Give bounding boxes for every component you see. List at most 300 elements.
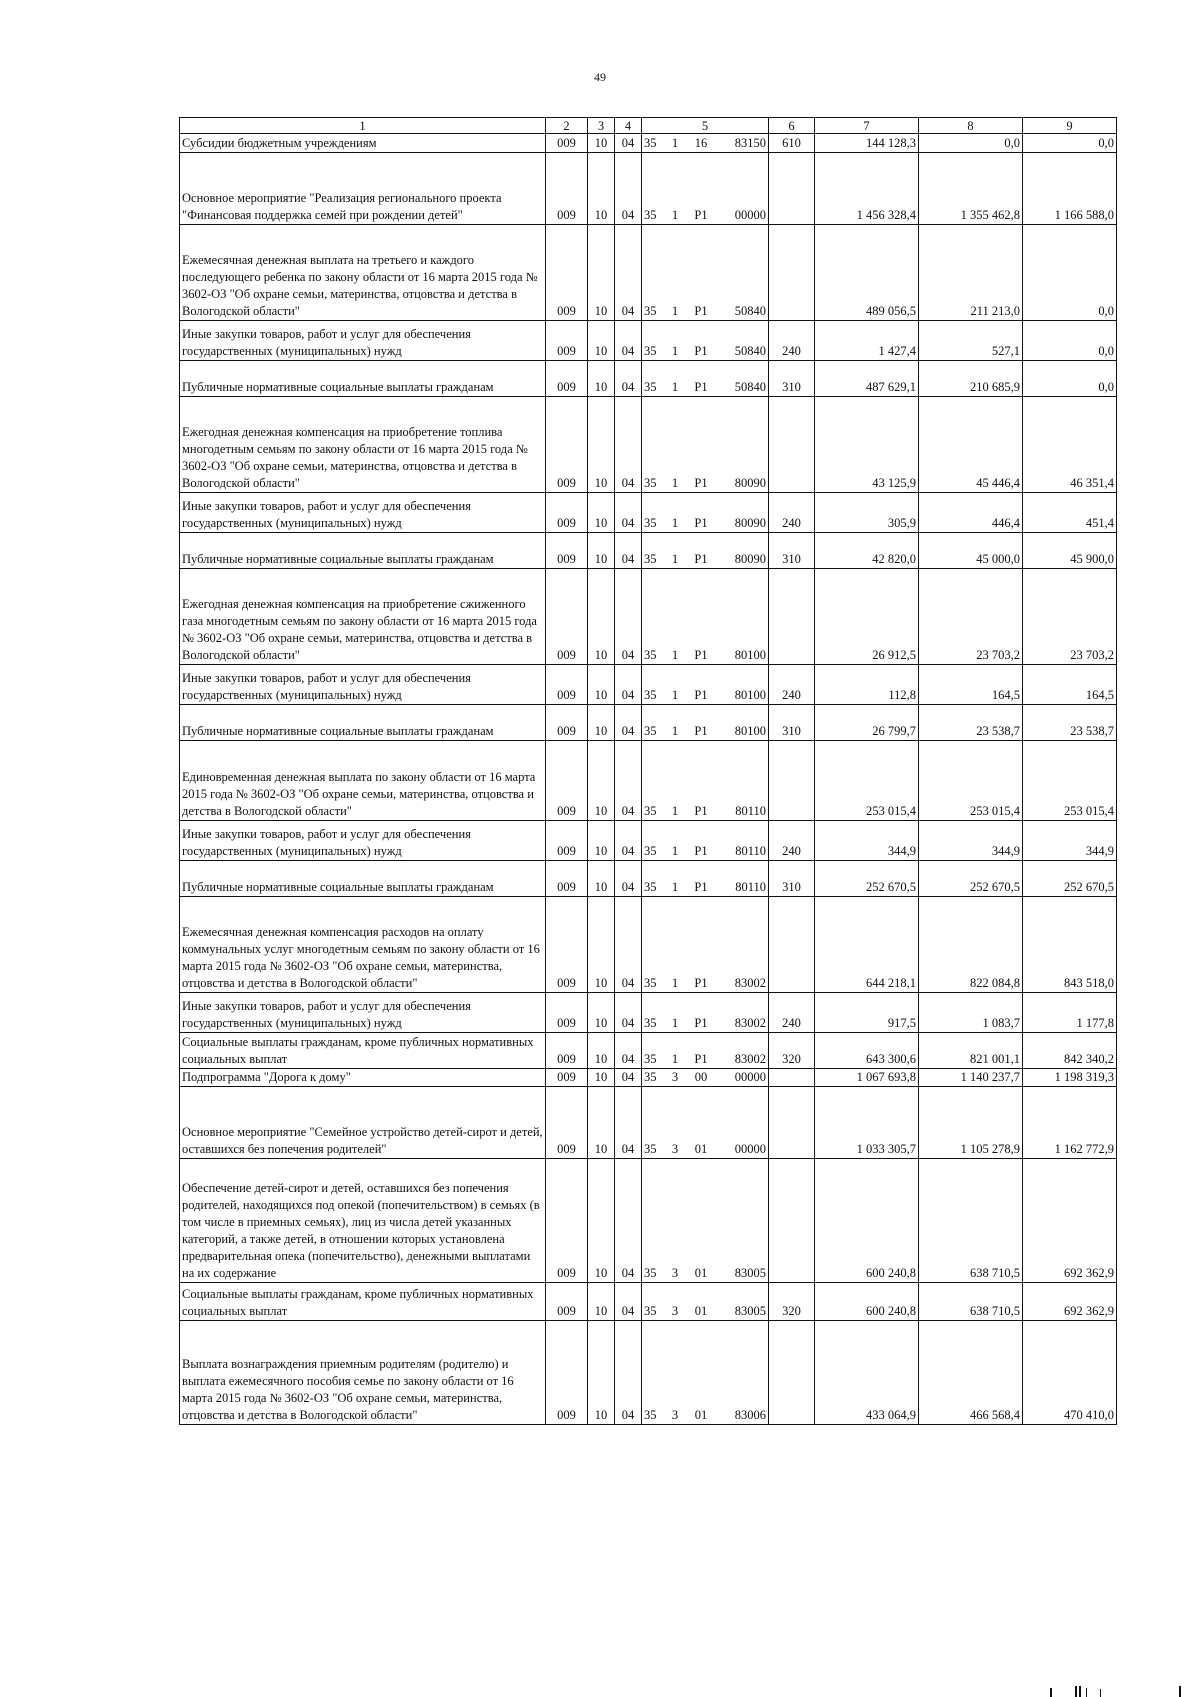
subprogram-code: 1 bbox=[671, 648, 679, 662]
cell-amount-year2: 1 083,7 bbox=[919, 993, 1023, 1033]
event-code: P1 bbox=[694, 1016, 708, 1030]
cell-section: 10 bbox=[588, 861, 615, 897]
cell-amount-year1: 344,9 bbox=[815, 821, 919, 861]
table-row bbox=[180, 533, 1117, 569]
cell-subsection: 04 bbox=[615, 665, 642, 705]
direction-code: 80100 bbox=[734, 688, 766, 702]
cell-amount-year3: 0,0 bbox=[1023, 321, 1117, 361]
cell-amount-year3: 1 177,8 bbox=[1023, 993, 1117, 1033]
cell-target-article bbox=[642, 397, 769, 493]
direction-code: 83006 bbox=[734, 1408, 766, 1422]
table-row bbox=[180, 821, 1117, 861]
program-code: 35 bbox=[644, 1408, 657, 1422]
cell-section: 10 bbox=[588, 1033, 615, 1069]
cell-amount-year2: 210 685,9 bbox=[919, 361, 1023, 397]
cell-expense-type: 310 bbox=[769, 533, 815, 569]
subprogram-code: 1 bbox=[671, 844, 679, 858]
cell-ministry: 009 bbox=[546, 361, 588, 397]
target-article-code bbox=[644, 515, 766, 532]
cell-ministry: 009 bbox=[546, 533, 588, 569]
cell-subsection: 04 bbox=[615, 993, 642, 1033]
cell-section: 10 bbox=[588, 225, 615, 321]
cell-ministry: 009 bbox=[546, 397, 588, 493]
event-code: 01 bbox=[694, 1304, 708, 1318]
cell-ministry: 009 bbox=[546, 1159, 588, 1283]
cell-subsection: 04 bbox=[615, 821, 642, 861]
event-code: P1 bbox=[694, 804, 708, 818]
cell-expense-type: 320 bbox=[769, 1283, 815, 1321]
cell-amount-year1: 112,8 bbox=[815, 665, 919, 705]
target-article-code bbox=[644, 803, 766, 820]
cell-amount-year3: 0,0 bbox=[1023, 361, 1117, 397]
cell-target-article bbox=[642, 321, 769, 361]
cell-ministry: 009 bbox=[546, 1069, 588, 1087]
target-article-code bbox=[644, 135, 766, 152]
cell-ministry: 009 bbox=[546, 134, 588, 153]
target-article-code bbox=[644, 1265, 766, 1282]
cell-amount-year2: 45 000,0 bbox=[919, 533, 1023, 569]
program-code: 35 bbox=[644, 1142, 657, 1156]
row-name: Иные закупки товаров, работ и услуг для обеспечения государственных (муниципальных) нужд bbox=[180, 821, 546, 861]
table-row bbox=[180, 897, 1117, 993]
target-article-code bbox=[644, 687, 766, 704]
cell-target-article bbox=[642, 1033, 769, 1069]
target-article-code bbox=[644, 379, 766, 396]
program-code: 35 bbox=[644, 1266, 657, 1280]
target-article-code bbox=[644, 879, 766, 896]
target-article-code bbox=[644, 475, 766, 492]
cell-amount-year3: 842 340,2 bbox=[1023, 1033, 1117, 1069]
cell-amount-year3: 1 162 772,9 bbox=[1023, 1087, 1117, 1159]
cell-amount-year1: 433 064,9 bbox=[815, 1321, 919, 1425]
cell-ministry: 009 bbox=[546, 1087, 588, 1159]
cell-expense-type: 310 bbox=[769, 705, 815, 741]
cell-subsection: 04 bbox=[615, 1283, 642, 1321]
row-name: Субсидии бюджетным учреждениям bbox=[180, 134, 546, 153]
program-code: 35 bbox=[644, 344, 657, 358]
subprogram-code: 3 bbox=[671, 1266, 679, 1280]
table-row bbox=[180, 665, 1117, 705]
cell-amount-year3: 344,9 bbox=[1023, 821, 1117, 861]
cell-subsection: 04 bbox=[615, 321, 642, 361]
program-code: 35 bbox=[644, 136, 657, 150]
cell-target-article bbox=[642, 821, 769, 861]
cell-amount-year1: 144 128,3 bbox=[815, 134, 919, 153]
subprogram-code: 1 bbox=[671, 1016, 679, 1030]
target-article-code bbox=[644, 723, 766, 740]
direction-code: 80090 bbox=[734, 516, 766, 530]
scan-mark bbox=[1100, 1689, 1101, 1697]
cell-target-article bbox=[642, 897, 769, 993]
event-code: 01 bbox=[694, 1266, 708, 1280]
row-name: Подпрограмма "Дорога к дому" bbox=[180, 1069, 546, 1087]
subprogram-code: 1 bbox=[671, 208, 679, 222]
cell-expense-type bbox=[769, 1159, 815, 1283]
cell-amount-year2: 1 140 237,7 bbox=[919, 1069, 1023, 1087]
target-article-code bbox=[644, 1015, 766, 1032]
program-code: 35 bbox=[644, 804, 657, 818]
subprogram-code: 1 bbox=[671, 688, 679, 702]
cell-expense-type: 240 bbox=[769, 665, 815, 705]
cell-amount-year1: 305,9 bbox=[815, 493, 919, 533]
cell-amount-year3: 252 670,5 bbox=[1023, 861, 1117, 897]
cell-amount-year1: 43 125,9 bbox=[815, 397, 919, 493]
cell-amount-year3: 0,0 bbox=[1023, 134, 1117, 153]
cell-subsection: 04 bbox=[615, 897, 642, 993]
target-article-code bbox=[644, 1051, 766, 1068]
cell-section: 10 bbox=[588, 1321, 615, 1425]
cell-target-article bbox=[642, 665, 769, 705]
cell-section: 10 bbox=[588, 993, 615, 1033]
cell-amount-year1: 252 670,5 bbox=[815, 861, 919, 897]
cell-ministry: 009 bbox=[546, 321, 588, 361]
target-article-code bbox=[644, 647, 766, 664]
table-row bbox=[180, 741, 1117, 821]
subprogram-code: 3 bbox=[671, 1304, 679, 1318]
table-row bbox=[180, 134, 1117, 153]
subprogram-code: 1 bbox=[671, 724, 679, 738]
cell-section: 10 bbox=[588, 665, 615, 705]
cell-ministry: 009 bbox=[546, 705, 588, 741]
cell-amount-year3: 23 538,7 bbox=[1023, 705, 1117, 741]
event-code: P1 bbox=[694, 304, 708, 318]
row-name: Иные закупки товаров, работ и услуг для обеспечения государственных (муниципальных) нужд bbox=[180, 993, 546, 1033]
cell-subsection: 04 bbox=[615, 861, 642, 897]
row-name: Выплата вознаграждения приемным родителям (родителю) и выплата ежемесячного пособия семье по закону области от 16 марта 2015 года № 3602-ОЗ "Об охране семьи, материнства, отцовства и детства в Вологодской области" bbox=[180, 1321, 546, 1425]
direction-code: 00000 bbox=[734, 1142, 766, 1156]
cell-expense-type bbox=[769, 1069, 815, 1087]
cell-expense-type bbox=[769, 1321, 815, 1425]
subprogram-code: 1 bbox=[671, 1052, 679, 1066]
cell-section: 10 bbox=[588, 493, 615, 533]
target-article-code bbox=[644, 207, 766, 224]
cell-ministry: 009 bbox=[546, 1321, 588, 1425]
subprogram-code: 3 bbox=[671, 1142, 679, 1156]
column-header: 7 bbox=[815, 118, 919, 134]
table-row bbox=[180, 321, 1117, 361]
column-header: 1 bbox=[180, 118, 546, 134]
program-code: 35 bbox=[644, 304, 657, 318]
cell-amount-year2: 23 538,7 bbox=[919, 705, 1023, 741]
cell-ministry: 009 bbox=[546, 861, 588, 897]
cell-ministry: 009 bbox=[546, 153, 588, 225]
direction-code: 80110 bbox=[735, 804, 766, 818]
row-name: Публичные нормативные социальные выплаты гражданам bbox=[180, 705, 546, 741]
cell-subsection: 04 bbox=[615, 705, 642, 741]
cell-subsection: 04 bbox=[615, 1159, 642, 1283]
row-name: Публичные нормативные социальные выплаты гражданам bbox=[180, 861, 546, 897]
cell-subsection: 04 bbox=[615, 225, 642, 321]
table-row bbox=[180, 861, 1117, 897]
cell-section: 10 bbox=[588, 1069, 615, 1087]
cell-subsection: 04 bbox=[615, 153, 642, 225]
scan-mark bbox=[1086, 1688, 1087, 1697]
cell-subsection: 04 bbox=[615, 134, 642, 153]
cell-section: 10 bbox=[588, 397, 615, 493]
table-row bbox=[180, 225, 1117, 321]
subprogram-code: 3 bbox=[671, 1070, 679, 1084]
table-row bbox=[180, 361, 1117, 397]
cell-expense-type: 310 bbox=[769, 861, 815, 897]
budget-table bbox=[179, 117, 1117, 1425]
cell-amount-year2: 446,4 bbox=[919, 493, 1023, 533]
target-article-code bbox=[644, 975, 766, 992]
cell-amount-year2: 45 446,4 bbox=[919, 397, 1023, 493]
cell-amount-year1: 917,5 bbox=[815, 993, 919, 1033]
row-name: Иные закупки товаров, работ и услуг для обеспечения государственных (муниципальных) нужд bbox=[180, 321, 546, 361]
direction-code: 00000 bbox=[734, 208, 766, 222]
program-code: 35 bbox=[644, 476, 657, 490]
direction-code: 80110 bbox=[735, 844, 766, 858]
event-code: P1 bbox=[694, 880, 708, 894]
cell-amount-year1: 1 456 328,4 bbox=[815, 153, 919, 225]
cell-target-article bbox=[642, 1283, 769, 1321]
row-name: Обеспечение детей-сирот и детей, оставшихся без попечения родителей, находящихся под опекой (попечительством) в семьях (в том числе в приемных семьях), лиц из числа детей указанных категорий, а также детей, в отношении которых установлена предварительная опека (попечительство), денежными выплатами на их содержание bbox=[180, 1159, 546, 1283]
cell-expense-type bbox=[769, 153, 815, 225]
subprogram-code: 1 bbox=[671, 804, 679, 818]
cell-target-article bbox=[642, 361, 769, 397]
cell-subsection: 04 bbox=[615, 1033, 642, 1069]
cell-amount-year2: 466 568,4 bbox=[919, 1321, 1023, 1425]
cell-section: 10 bbox=[588, 1159, 615, 1283]
cell-subsection: 04 bbox=[615, 1321, 642, 1425]
program-code: 35 bbox=[644, 1070, 657, 1084]
cell-expense-type: 310 bbox=[769, 361, 815, 397]
cell-target-article bbox=[642, 1087, 769, 1159]
program-code: 35 bbox=[644, 380, 657, 394]
cell-amount-year1: 643 300,6 bbox=[815, 1033, 919, 1069]
cell-target-article bbox=[642, 1159, 769, 1283]
direction-code: 80100 bbox=[734, 648, 766, 662]
target-article-code bbox=[644, 843, 766, 860]
column-header: 4 bbox=[615, 118, 642, 134]
cell-subsection: 04 bbox=[615, 493, 642, 533]
cell-expense-type: 610 bbox=[769, 134, 815, 153]
cell-section: 10 bbox=[588, 533, 615, 569]
column-header: 3 bbox=[588, 118, 615, 134]
cell-amount-year1: 26 912,5 bbox=[815, 569, 919, 665]
cell-expense-type bbox=[769, 1087, 815, 1159]
table-row bbox=[180, 1033, 1117, 1069]
cell-section: 10 bbox=[588, 361, 615, 397]
event-code: P1 bbox=[694, 688, 708, 702]
cell-amount-year3: 692 362,9 bbox=[1023, 1159, 1117, 1283]
cell-target-article bbox=[642, 225, 769, 321]
cell-amount-year3: 164,5 bbox=[1023, 665, 1117, 705]
event-code: P1 bbox=[694, 380, 708, 394]
subprogram-code: 1 bbox=[671, 880, 679, 894]
cell-section: 10 bbox=[588, 321, 615, 361]
subprogram-code: 1 bbox=[671, 476, 679, 490]
row-name: Основное мероприятие "Семейное устройство детей-сирот и детей, оставшихся без попечения родителей" bbox=[180, 1087, 546, 1159]
column-header: 5 bbox=[642, 118, 769, 134]
row-name: Социальные выплаты гражданам, кроме публичных нормативных социальных выплат bbox=[180, 1033, 546, 1069]
table-row bbox=[180, 397, 1117, 493]
cell-subsection: 04 bbox=[615, 741, 642, 821]
table-row bbox=[180, 705, 1117, 741]
cell-amount-year3: 45 900,0 bbox=[1023, 533, 1117, 569]
cell-amount-year3: 451,4 bbox=[1023, 493, 1117, 533]
cell-ministry: 009 bbox=[546, 493, 588, 533]
cell-expense-type bbox=[769, 741, 815, 821]
table-row bbox=[180, 1087, 1117, 1159]
table-row bbox=[180, 1159, 1117, 1283]
event-code: P1 bbox=[694, 844, 708, 858]
program-code: 35 bbox=[644, 1016, 657, 1030]
cell-target-article bbox=[642, 861, 769, 897]
page-number: 49 bbox=[594, 70, 606, 84]
cell-amount-year3: 46 351,4 bbox=[1023, 397, 1117, 493]
row-name: Иные закупки товаров, работ и услуг для обеспечения государственных (муниципальных) нужд bbox=[180, 493, 546, 533]
cell-ministry: 009 bbox=[546, 821, 588, 861]
event-code: 01 bbox=[694, 1408, 708, 1422]
event-code: P1 bbox=[694, 208, 708, 222]
cell-amount-year2: 344,9 bbox=[919, 821, 1023, 861]
direction-code: 83150 bbox=[734, 136, 766, 150]
cell-ministry: 009 bbox=[546, 1033, 588, 1069]
program-code: 35 bbox=[644, 648, 657, 662]
program-code: 35 bbox=[644, 516, 657, 530]
cell-amount-year2: 821 001,1 bbox=[919, 1033, 1023, 1069]
row-name: Публичные нормативные социальные выплаты гражданам bbox=[180, 361, 546, 397]
scan-mark bbox=[1179, 1686, 1181, 1697]
program-code: 35 bbox=[644, 1052, 657, 1066]
target-article-code bbox=[644, 1303, 766, 1320]
cell-subsection: 04 bbox=[615, 1087, 642, 1159]
direction-code: 50840 bbox=[734, 344, 766, 358]
cell-target-article bbox=[642, 1321, 769, 1425]
event-code: P1 bbox=[694, 648, 708, 662]
program-code: 35 bbox=[644, 724, 657, 738]
row-name: Ежемесячная денежная выплата на третьего и каждого последующего ребенка по закону области от 16 марта 2015 года № 3602-ОЗ "Об охране семьи, материнства, отцовства и детства в Вологодской области" bbox=[180, 225, 546, 321]
subprogram-code: 1 bbox=[671, 304, 679, 318]
cell-ministry: 009 bbox=[546, 569, 588, 665]
table-row bbox=[180, 993, 1117, 1033]
row-name: Ежегодная денежная компенсация на приобретение сжиженного газа многодетным семьям по закону области от 16 марта 2015 года № 3602-ОЗ "Об охране семьи, материнства, отцовства и детства в Вологодской области" bbox=[180, 569, 546, 665]
cell-amount-year3: 1 166 588,0 bbox=[1023, 153, 1117, 225]
direction-code: 50840 bbox=[734, 380, 766, 394]
cell-target-article bbox=[642, 993, 769, 1033]
cell-amount-year3: 843 518,0 bbox=[1023, 897, 1117, 993]
row-name: Ежегодная денежная компенсация на приобретение топлива многодетным семьям по закону области от 16 марта 2015 года № 3602-ОЗ "Об охране семьи, материнства, отцовства и детства в Вологодской области" bbox=[180, 397, 546, 493]
direction-code: 83002 bbox=[734, 1052, 766, 1066]
target-article-code bbox=[644, 303, 766, 320]
cell-section: 10 bbox=[588, 741, 615, 821]
direction-code: 83002 bbox=[734, 976, 766, 990]
cell-amount-year2: 822 084,8 bbox=[919, 897, 1023, 993]
direction-code: 83005 bbox=[734, 1304, 766, 1318]
cell-expense-type: 240 bbox=[769, 321, 815, 361]
cell-ministry: 009 bbox=[546, 225, 588, 321]
row-name: Публичные нормативные социальные выплаты гражданам bbox=[180, 533, 546, 569]
table-row bbox=[180, 569, 1117, 665]
direction-code: 80100 bbox=[734, 724, 766, 738]
subprogram-code: 1 bbox=[671, 136, 679, 150]
cell-amount-year2: 1 355 462,8 bbox=[919, 153, 1023, 225]
cell-expense-type bbox=[769, 397, 815, 493]
cell-amount-year2: 211 213,0 bbox=[919, 225, 1023, 321]
event-code: 00 bbox=[694, 1070, 708, 1084]
cell-subsection: 04 bbox=[615, 1069, 642, 1087]
cell-amount-year2: 253 015,4 bbox=[919, 741, 1023, 821]
table-row bbox=[180, 1283, 1117, 1321]
cell-target-article bbox=[642, 153, 769, 225]
cell-amount-year3: 692 362,9 bbox=[1023, 1283, 1117, 1321]
cell-section: 10 bbox=[588, 1087, 615, 1159]
cell-amount-year3: 253 015,4 bbox=[1023, 741, 1117, 821]
cell-amount-year1: 489 056,5 bbox=[815, 225, 919, 321]
cell-section: 10 bbox=[588, 569, 615, 665]
table-row bbox=[180, 1069, 1117, 1087]
direction-code: 83002 bbox=[734, 1016, 766, 1030]
direction-code: 80090 bbox=[734, 476, 766, 490]
column-header: 9 bbox=[1023, 118, 1117, 134]
cell-expense-type: 240 bbox=[769, 821, 815, 861]
cell-ministry: 009 bbox=[546, 993, 588, 1033]
cell-amount-year2: 638 710,5 bbox=[919, 1159, 1023, 1283]
cell-target-article bbox=[642, 741, 769, 821]
row-name: Социальные выплаты гражданам, кроме публичных нормативных социальных выплат bbox=[180, 1283, 546, 1321]
direction-code: 00000 bbox=[734, 1070, 766, 1084]
direction-code: 80110 bbox=[735, 880, 766, 894]
event-code: P1 bbox=[694, 476, 708, 490]
cell-amount-year1: 644 218,1 bbox=[815, 897, 919, 993]
event-code: P1 bbox=[694, 516, 708, 530]
cell-ministry: 009 bbox=[546, 897, 588, 993]
cell-expense-type bbox=[769, 225, 815, 321]
cell-target-article bbox=[642, 705, 769, 741]
cell-target-article bbox=[642, 493, 769, 533]
cell-amount-year2: 527,1 bbox=[919, 321, 1023, 361]
cell-expense-type: 240 bbox=[769, 493, 815, 533]
event-code: P1 bbox=[694, 724, 708, 738]
direction-code: 83005 bbox=[734, 1266, 766, 1280]
cell-target-article bbox=[642, 569, 769, 665]
cell-amount-year2: 252 670,5 bbox=[919, 861, 1023, 897]
cell-ministry: 009 bbox=[546, 1283, 588, 1321]
row-name: Иные закупки товаров, работ и услуг для обеспечения государственных (муниципальных) нужд bbox=[180, 665, 546, 705]
cell-section: 10 bbox=[588, 821, 615, 861]
cell-amount-year2: 638 710,5 bbox=[919, 1283, 1023, 1321]
scan-mark bbox=[1075, 1686, 1077, 1697]
table-body bbox=[180, 134, 1117, 1425]
cell-section: 10 bbox=[588, 134, 615, 153]
table-row bbox=[180, 153, 1117, 225]
cell-amount-year2: 23 703,2 bbox=[919, 569, 1023, 665]
row-name: Единовременная денежная выплата по закону области от 16 марта 2015 года № 3602-ОЗ "Об охране семьи, материнства, отцовства и детства в Вологодской области" bbox=[180, 741, 546, 821]
target-article-code bbox=[644, 551, 766, 568]
cell-amount-year1: 253 015,4 bbox=[815, 741, 919, 821]
target-article-code bbox=[644, 343, 766, 360]
scan-mark bbox=[1079, 1686, 1081, 1697]
event-code: P1 bbox=[694, 976, 708, 990]
cell-amount-year3: 0,0 bbox=[1023, 225, 1117, 321]
cell-amount-year3: 23 703,2 bbox=[1023, 569, 1117, 665]
cell-amount-year1: 600 240,8 bbox=[815, 1283, 919, 1321]
program-code: 35 bbox=[644, 844, 657, 858]
cell-amount-year1: 600 240,8 bbox=[815, 1159, 919, 1283]
cell-amount-year3: 470 410,0 bbox=[1023, 1321, 1117, 1425]
column-header: 8 bbox=[919, 118, 1023, 134]
cell-ministry: 009 bbox=[546, 665, 588, 705]
scan-mark bbox=[1050, 1688, 1052, 1697]
program-code: 35 bbox=[644, 688, 657, 702]
direction-code: 50840 bbox=[734, 304, 766, 318]
cell-subsection: 04 bbox=[615, 397, 642, 493]
target-article-code bbox=[644, 1069, 766, 1086]
target-article-code bbox=[644, 1407, 766, 1424]
column-header: 6 bbox=[769, 118, 815, 134]
